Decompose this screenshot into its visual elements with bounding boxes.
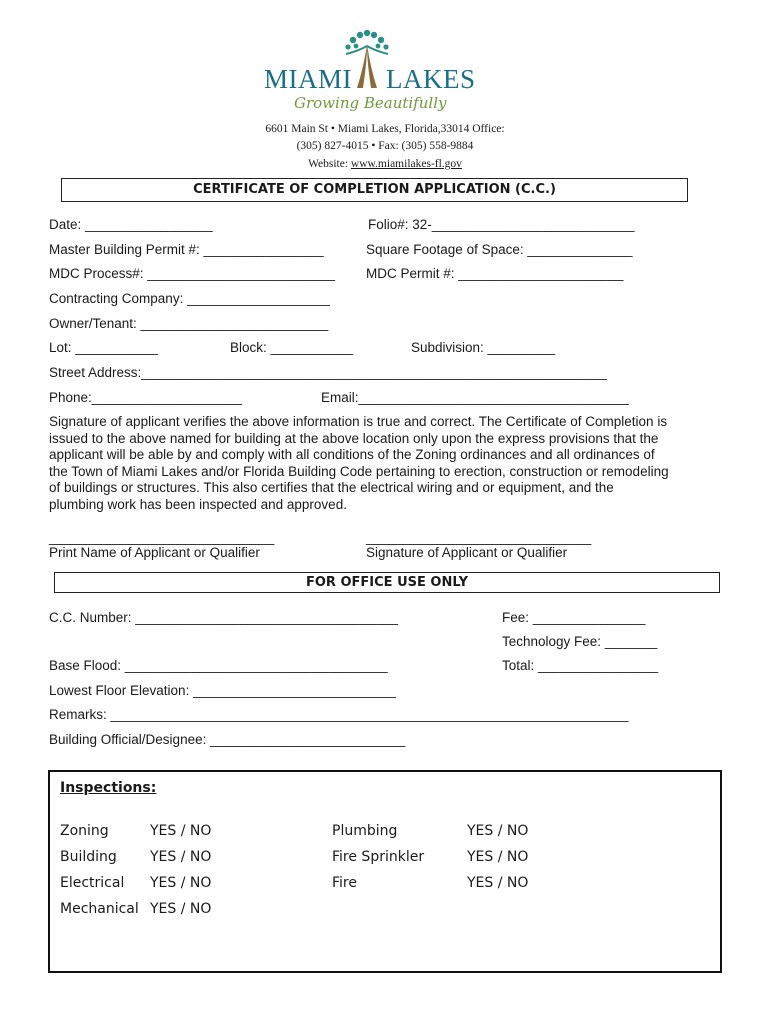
mdc-process-field[interactable]: MDC Process#: _________________________ (49, 266, 335, 281)
master-permit-field[interactable]: Master Building Permit #: ________________ (49, 242, 324, 257)
inspection-mechanical-value[interactable]: YES / NO (150, 901, 212, 917)
website-label: Website: (308, 158, 351, 170)
office-use-box (54, 572, 720, 593)
inspection-fire-label: Fire (332, 875, 357, 891)
inspection-fire-sprinkler-label: Fire Sprinkler (332, 849, 425, 865)
building-official-field[interactable]: Building Official/Designee: __________________________ (49, 732, 406, 747)
square-footage-field[interactable]: Square Footage of Space: ______________ (366, 242, 633, 257)
subdivision-field[interactable]: Subdivision: _________ (411, 340, 556, 355)
block-field[interactable]: Block: ___________ (230, 340, 354, 355)
form-title: CERTIFICATE OF COMPLETION APPLICATION (C.C.) (193, 182, 556, 197)
inspection-building-value[interactable]: YES / NO (150, 849, 212, 865)
office-use-title: FOR OFFICE USE ONLY (306, 575, 468, 590)
miami-lakes-logo (258, 30, 476, 118)
contracting-company-field[interactable]: Contracting Company: ___________________ (49, 291, 330, 306)
inspection-mechanical-label: Mechanical (60, 901, 139, 917)
date-field[interactable]: Date: _________________ (49, 217, 213, 232)
inspection-plumbing-label: Plumbing (332, 823, 398, 839)
form-title-box (61, 178, 688, 202)
print-name-line[interactable]: ______________________________ (49, 530, 275, 545)
address-line-2: (305) 827-4015 • Fax: (305) 558-9884 (296, 140, 474, 152)
owner-tenant-field[interactable]: Owner/Tenant: _________________________ (49, 316, 329, 331)
phone-field[interactable]: Phone:____________________ (49, 390, 242, 405)
address-line-1: 6601 Main St • Miami Lakes, Florida,33014 Office: (265, 123, 505, 135)
cc-number-field[interactable]: C.C. Number: ___________________________________ (49, 610, 399, 625)
technology-fee-field[interactable]: Technology Fee: _______ (502, 634, 658, 649)
street-address-field[interactable]: Street Address:______________________________________________________________ (49, 365, 607, 380)
inspections-box (48, 770, 722, 973)
logo-tagline: Growing Beautifully (294, 94, 447, 112)
mdc-permit-field[interactable]: MDC Permit #: ______________________ (366, 266, 624, 281)
inspection-fire-sprinkler-value[interactable]: YES / NO (467, 849, 529, 865)
website-link[interactable]: www.miamilakes-fl.gov (350, 158, 462, 170)
inspection-zoning-label: Zoning (60, 823, 109, 839)
signature-line[interactable]: ______________________________ (366, 530, 592, 545)
print-name-label: Print Name of Applicant or Qualifier (49, 545, 260, 560)
inspection-fire-value[interactable]: YES / NO (467, 875, 529, 891)
lot-field[interactable]: Lot: ___________ (49, 340, 158, 355)
inspection-building-label: Building (60, 849, 117, 865)
applicant-statement: Signature of applicant verifies the above information is true and correct. The Certificate of Completion is issued to the above named for building at the above location only upon the express provisions that the applicant will be able by and comply with all conditions of the Zoning ordinances and all ordinances of the Town of Miami Lakes and/or Florida Building Code pertaining to erection, construction or remodeling of buildings or structures. This also certifies that the electrical wiring and or equipment, and the plumbing work has been inspected and approved. (49, 414, 669, 512)
inspection-zoning-value[interactable]: YES / NO (150, 823, 212, 839)
website-line (0, 158, 770, 170)
inspections-title: Inspections: (60, 780, 157, 796)
base-flood-field[interactable]: Base Flood: ___________________________________ (49, 658, 388, 673)
email-field[interactable]: Email:____________________________________ (321, 390, 629, 405)
total-field[interactable]: Total: ________________ (502, 658, 659, 673)
logo-word-miami: MIAMI (264, 64, 352, 94)
lowest-floor-field[interactable]: Lowest Floor Elevation: ___________________________ (49, 683, 396, 698)
signature-label: Signature of Applicant or Qualifier (366, 545, 568, 560)
folio-field[interactable]: Folio#: 32-___________________________ (368, 217, 635, 232)
fee-field[interactable]: Fee: _______________ (502, 610, 646, 625)
inspection-plumbing-value[interactable]: YES / NO (467, 823, 529, 839)
logo-word-lakes: LAKES (386, 64, 476, 94)
inspection-electrical-label: Electrical (60, 875, 125, 891)
inspection-electrical-value[interactable]: YES / NO (150, 875, 212, 891)
remarks-field[interactable]: Remarks: _____________________________________________________________________ (49, 707, 629, 722)
